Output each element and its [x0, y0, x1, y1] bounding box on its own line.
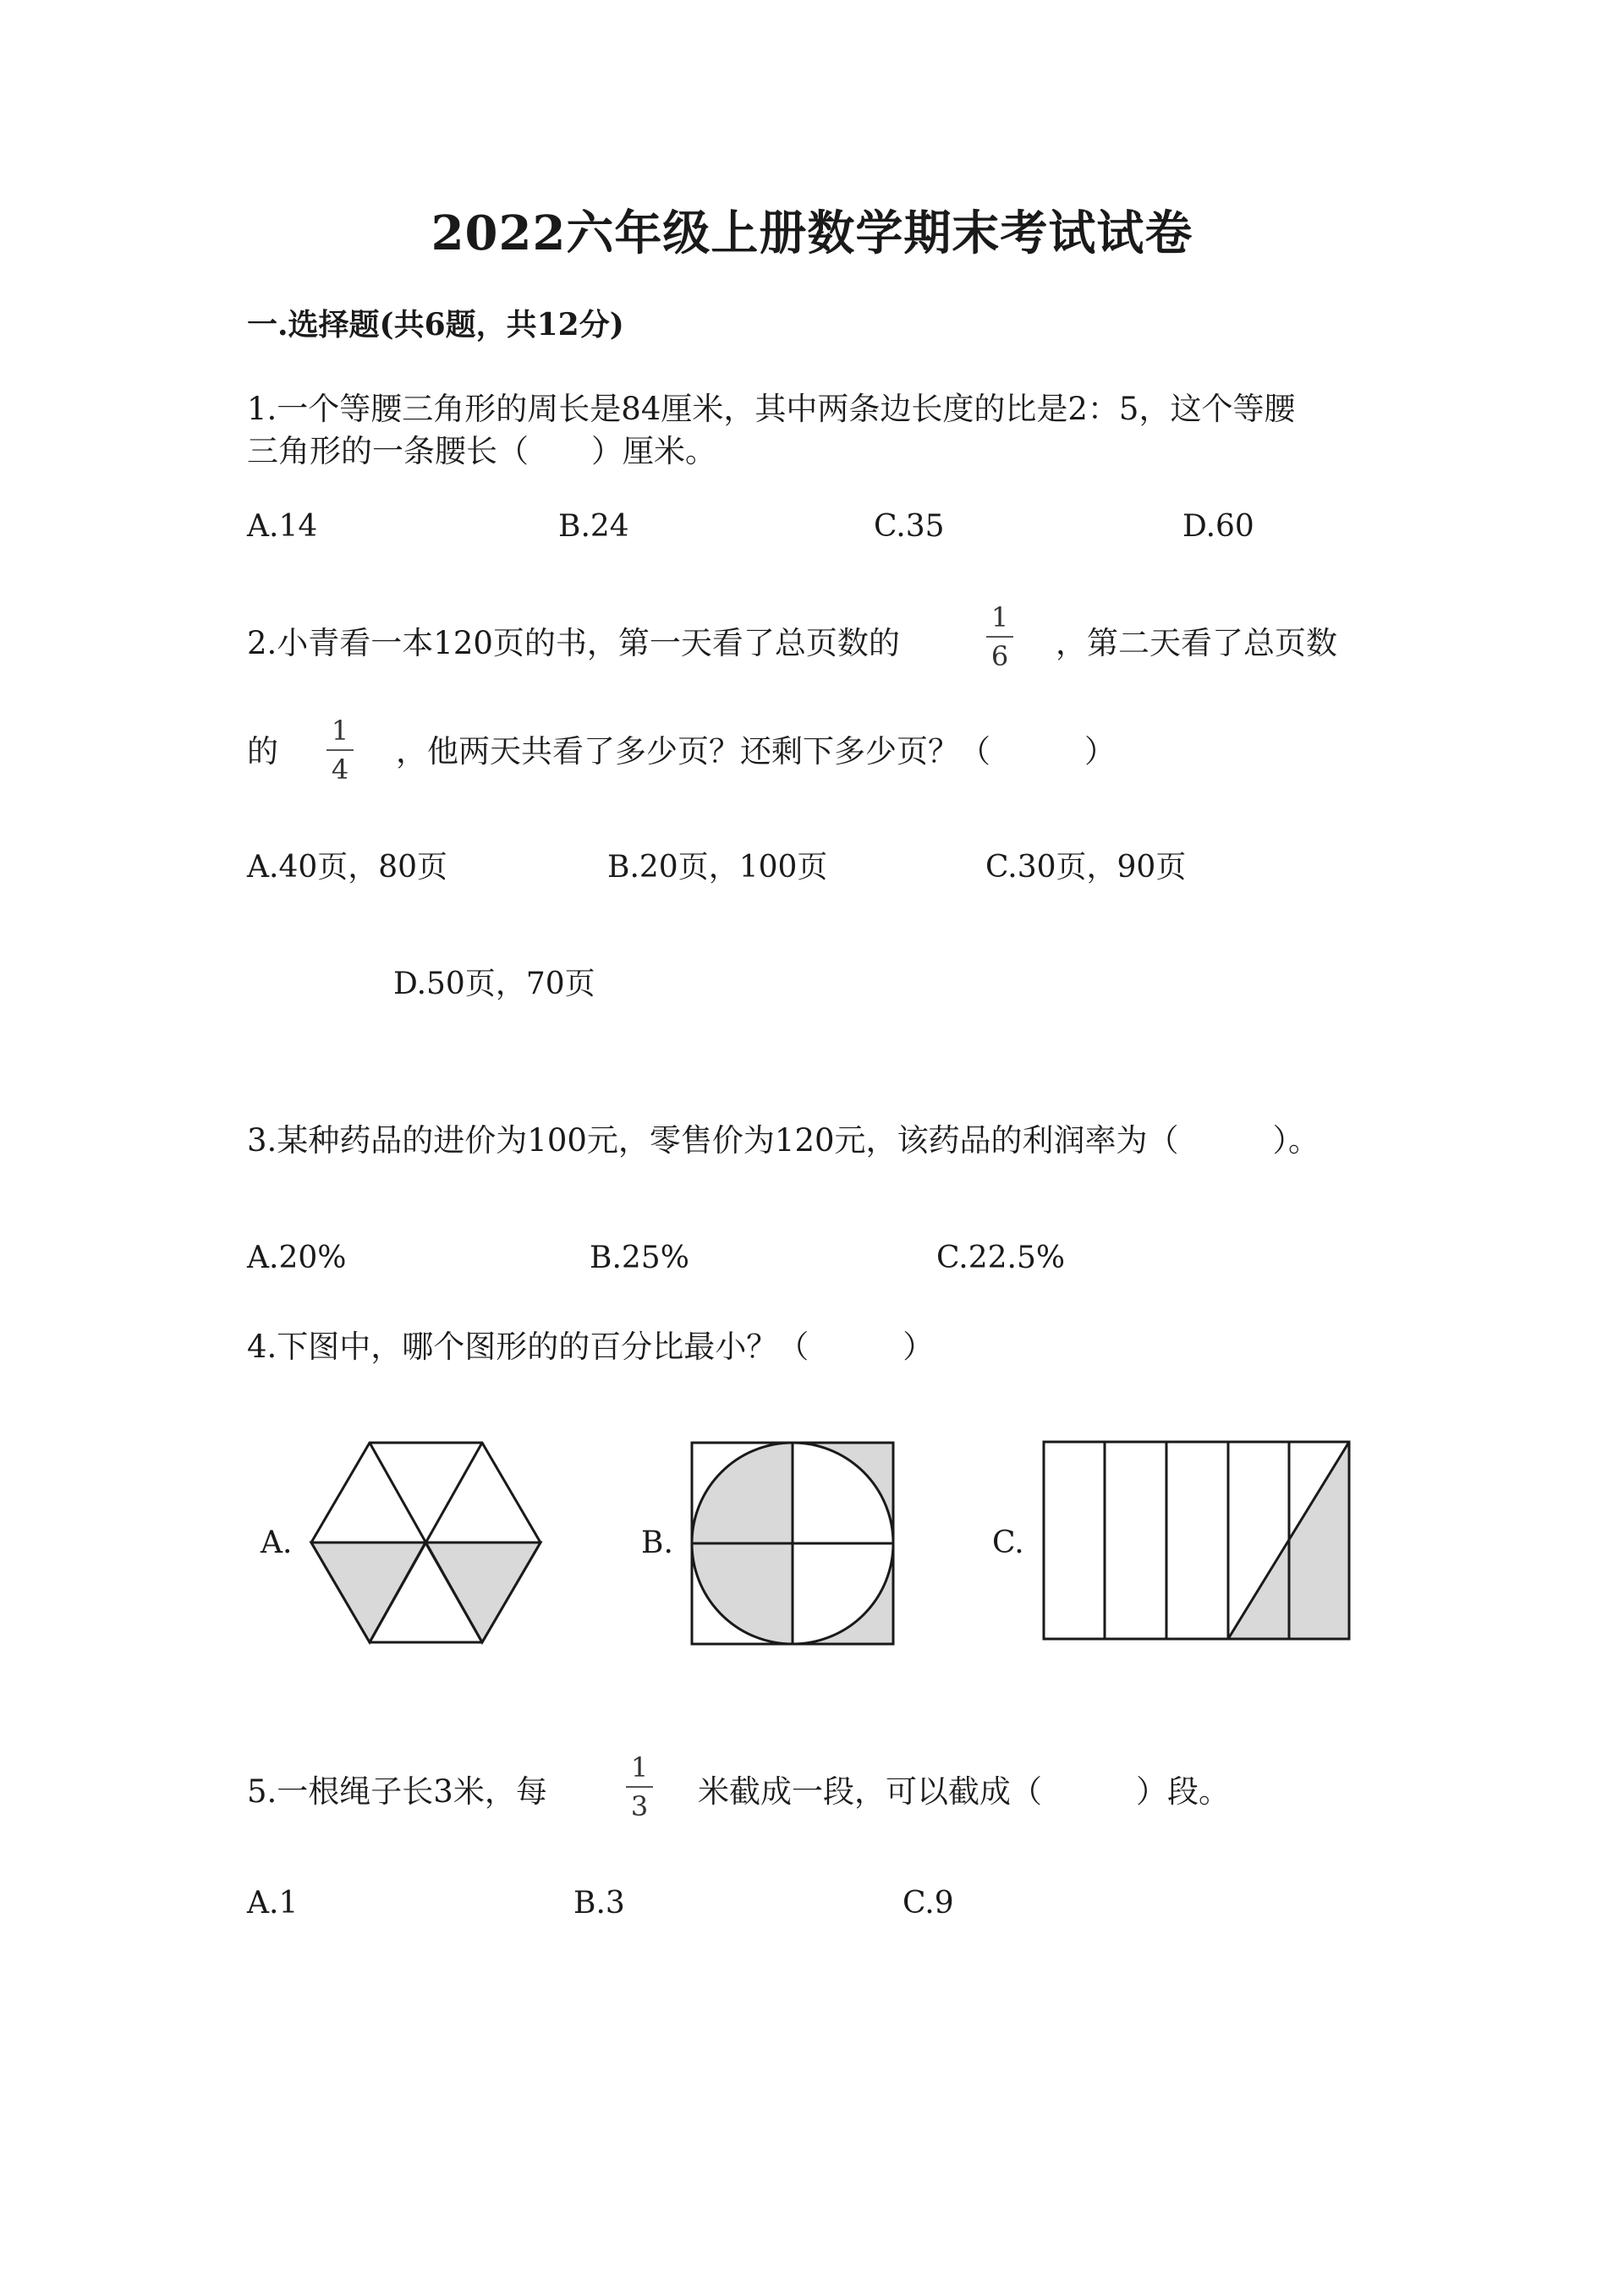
fraction-one-fourth: [323, 715, 357, 786]
square-circle-figure: [689, 1440, 897, 1647]
figure-label-b: B.: [641, 1526, 673, 1560]
shaded-triangle-right: [425, 1543, 540, 1642]
question-5-text-start: 5.一根绳子长3米，每: [247, 1773, 547, 1810]
shaded-quarter-circle-bottom-left: [692, 1543, 793, 1644]
shaded-quarter-circle-top-left: [692, 1443, 793, 1543]
fraction-numerator: 1: [331, 715, 349, 747]
fraction-bar: [986, 636, 1013, 638]
question-2-option-a: A.40页，80页: [247, 850, 448, 885]
question-1-option-d: D.60: [1182, 509, 1254, 544]
question-5-option-c: C.9: [903, 1886, 954, 1921]
figure-label-c: C.: [992, 1526, 1024, 1560]
question-2-option-c: C.30页，90页: [985, 850, 1187, 885]
fraction-denominator: 4: [331, 753, 349, 786]
hexagon-figure: [304, 1438, 550, 1649]
question-2-line-2-start: 的: [247, 733, 278, 770]
question-2-option-b: B.20页，100页: [607, 850, 828, 885]
question-2-line-1-end: ，第二天看了总页数: [1056, 625, 1337, 661]
question-5-text-end: 米截成一段，可以截成（ ）段。: [698, 1773, 1230, 1810]
question-3-option-b: B.25%: [590, 1241, 689, 1275]
question-4-text: 4.下图中，哪个图形的的百分比最小？（ ）: [247, 1329, 935, 1365]
question-1-option-b: B.24: [558, 509, 629, 544]
question-3-option-a: A.20%: [247, 1241, 347, 1275]
question-1-line-1: 1.一个等腰三角形的周长是84厘米，其中两条边长度的比是2：5，这个等腰: [247, 391, 1296, 427]
question-5-option-a: A.1: [247, 1886, 299, 1921]
fraction-numerator: 1: [990, 601, 1009, 633]
page-title: 2022六年级上册数学期末考试试卷: [431, 205, 1193, 261]
question-1-option-a: A.14: [247, 509, 318, 544]
fraction-denominator: 3: [630, 1790, 649, 1822]
question-3-text: 3.某种药品的进价为100元，零售价为120元，该药品的利润率为（ ）。: [247, 1122, 1320, 1159]
question-2-line-2-end: ，他两天共看了多少页？还剩下多少页？（ ）: [396, 733, 1116, 770]
fraction-bar: [326, 749, 354, 751]
question-1-option-c: C.35: [874, 509, 945, 544]
question-5-option-b: B.3: [573, 1886, 625, 1921]
question-2-option-d: D.50页，70页: [393, 967, 595, 1001]
rectangle-strips-figure: [1040, 1438, 1353, 1645]
question-3-option-c: C.22.5%: [936, 1241, 1066, 1275]
fraction-denominator: 6: [990, 640, 1009, 672]
figure-label-a: A.: [261, 1526, 293, 1560]
section-heading: 一.选择题(共6题，共12分): [247, 307, 624, 342]
fraction-bar: [626, 1786, 653, 1788]
fraction-one-sixth: [983, 601, 1017, 672]
fraction-numerator: 1: [630, 1751, 649, 1784]
question-1-line-2: 三角形的一条腰长（ ）厘米。: [247, 433, 716, 469]
shaded-corner-top-right: [793, 1443, 893, 1543]
shaded-corner-bottom-right: [793, 1543, 893, 1644]
fraction-one-third: [623, 1751, 656, 1822]
shaded-triangle-left: [311, 1543, 425, 1642]
question-2-line-1-start: 2.小青看一本120页的书，第一天看了总页数的: [247, 625, 900, 661]
